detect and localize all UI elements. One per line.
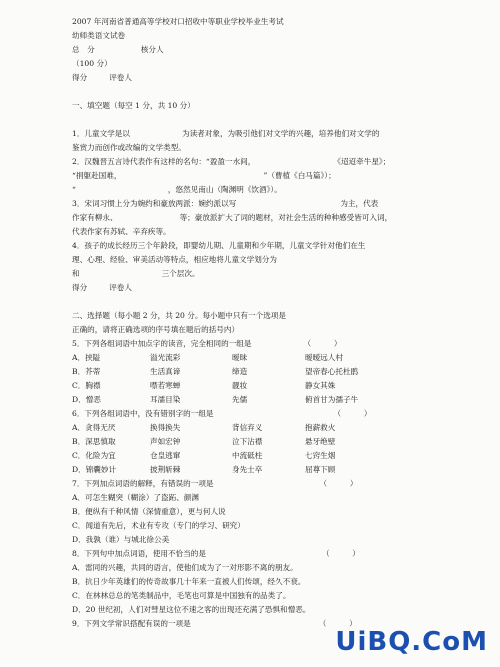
q6_opts-option-cell: 仓皇逃窜 <box>150 451 181 460</box>
score-label: 得分 <box>72 73 88 82</box>
q4-line1: 4．孩子的成长经历三个年龄段，即婴幼儿期、儿童期和少年期，儿童文学针对他们在生 <box>72 241 366 250</box>
q5_opts-option-cell: 耳濡目染 <box>150 395 181 404</box>
q6_opts-option-cell: 中流砥柱 <box>232 451 263 460</box>
q5_opts-option-cell: 暧昧 <box>232 353 248 362</box>
grader-row <box>72 73 132 82</box>
exam-subtitle: 幼师类语文试卷 <box>72 31 126 40</box>
q5_opts-option-cell: 俯首甘为孺子牛 <box>305 395 359 404</box>
q5_opts-option-cell: A．挟隘 <box>72 353 101 362</box>
q2-line3: “ ，悠然见南山（陶渊明《饮酒》）。 <box>72 185 282 194</box>
q6_opts-option-cell: C．化险为宜 <box>72 451 116 460</box>
q5-stem: 5．下列各组词语中加点字的读音，完全相同的一组是 （ ） <box>72 339 342 348</box>
q4-line2: 理、心理、经验、审美活动等特点，相应地将儿童文学划分为 <box>72 255 278 264</box>
grader-label: 评卷人 <box>109 73 132 82</box>
q7_opts-option: D．我孰（谁）与城北徐公美 <box>72 535 170 544</box>
q6_opts-option-cell: 背信弃义 <box>232 423 263 432</box>
q5_opts-option-cell: 生活真谛 <box>150 367 181 376</box>
q6_opts-option-cell: 换得换失 <box>150 423 181 432</box>
exam-title: 2007 年河南省普通高等学校对口招收中等职业学校毕业生考试 <box>72 17 284 26</box>
section2-heading: 二、选择题（每小题 2 分，共 20 分。每小题中只有一个选项是 <box>72 311 286 320</box>
section1-grader-row: 得分 评卷人 <box>72 283 132 292</box>
watermark-logo: UiBQ.CoM <box>335 627 488 657</box>
q6_opts-option-cell: 抱薪救火 <box>305 423 336 432</box>
q6_opts-option-cell: 悬牙绝壁 <box>305 437 336 446</box>
q8-stem: 8．下列句中加点词语，使用不恰当的是 （ ） <box>72 549 360 558</box>
q6_opts-option-cell: 声如宏钟 <box>150 437 181 446</box>
q8_opts-option: C．在林林总总的笔类制品中，毛笔也可算是中国独有的品类了。 <box>72 591 291 600</box>
q6_opts-option-cell: 泣下沾襟 <box>232 437 263 446</box>
q5_opts-option-cell: 噤若寒蝉 <box>150 381 181 390</box>
total-score: （100 分） <box>72 59 112 68</box>
q5_opts-option-cell: 溢光流彩 <box>150 353 181 362</box>
q9-stem: 9．下列文学常识搭配有误的一项是 （ ） <box>72 619 357 628</box>
q7_opts-option: A．可怎生糊突（糊涂）了盗跖、颜渊 <box>72 493 199 502</box>
q1-line1: 1．儿童文学是以 为读者对象，为吸引他们对文学的兴趣，培养他们对文学的 <box>72 129 380 138</box>
q4-line3: 和 三个层次。 <box>72 269 200 278</box>
q3-line1: 3．宋词习惯上分为婉约和豪放两派：婉约派以写 为主，代表 <box>72 199 379 208</box>
q6-stem: 6．下列各组词语中，没有错别字的一组是 （ ） <box>72 409 372 418</box>
total-label: 总 分 <box>72 45 95 54</box>
q5_opts-option-cell: D．憎恶 <box>72 395 101 404</box>
section1-heading: 一、填空题（每空 1 分，共 10 分） <box>72 101 195 110</box>
q6_opts-option-cell: B．深思慎取 <box>72 437 116 446</box>
q6_opts-option-cell: A．贪得无厌 <box>72 423 116 432</box>
q8_opts-option: B．抗日少年英雄们的传奇故事几十年来一直被人们传颂，经久不衰。 <box>72 577 306 586</box>
q6_opts-option-cell: 屈尊下顾 <box>305 465 336 474</box>
checker-label: 核分人 <box>140 45 164 54</box>
score-header-row <box>72 45 164 54</box>
section2-heading-2: 正确的，请将正确选项的序号填在题后的括号内） <box>72 325 240 334</box>
q6_opts-option-cell: 身先士卒 <box>232 465 263 474</box>
q5_opts-option-cell: 静女其姝 <box>305 381 336 390</box>
q2-line1: 2．汉魏晋五言诗代表作有这样的名句：“盈盈一水间， 《迢迢牵牛星》； <box>72 157 391 166</box>
q5_opts-option-cell: 暧暧远人村 <box>305 353 343 362</box>
q2-line2: “捐躯赴国难， ”（曹植《白马篇》）； <box>72 171 336 180</box>
q6_opts-option-cell: 七窍生烟 <box>305 451 336 460</box>
q5_opts-option-cell: 靓妆 <box>232 381 248 390</box>
q3-line2: 作家有柳永、 等；豪放派扩大了词的题材，对社会生活的种种感受皆可入词， <box>72 213 393 222</box>
q5_opts-option-cell: 望帝春心托杜鹃 <box>305 367 359 376</box>
q5_opts-option-cell: C．胸襟 <box>72 381 101 390</box>
q5_opts-option-cell: 先儒 <box>232 395 248 404</box>
q7-stem: 7．下列加点词语的解释，有错误的一项是 （ ） <box>72 479 358 488</box>
q8_opts-option: A．雷同的兴趣，共同的语言，使他们成为了一对形影不离的朋友。 <box>72 563 298 572</box>
q5_opts-option-cell: B．芥蒂 <box>72 367 101 376</box>
q7_opts-option: B．便纵有千种风情（深情重意），更与何人说 <box>72 507 226 516</box>
q5_opts-option-cell: 缔造 <box>232 367 248 376</box>
q3-line3: 代表作家有苏轼、辛弃疾等。 <box>72 227 171 236</box>
q6_opts-option-cell: 披荆斩棘 <box>150 465 181 474</box>
q6_opts-option-cell: D．锦囊妙计 <box>72 465 117 474</box>
q1-line2: 鉴赏力而创作或改编的文学类型。 <box>72 143 186 152</box>
q7_opts-option: C．闻道有先后，术业有专攻（专门的学习、研究） <box>72 521 245 530</box>
q8_opts-option: D．20 世纪初，人们对彗星这位不速之客的出现还充满了恐惧和憎恶。 <box>72 605 311 614</box>
